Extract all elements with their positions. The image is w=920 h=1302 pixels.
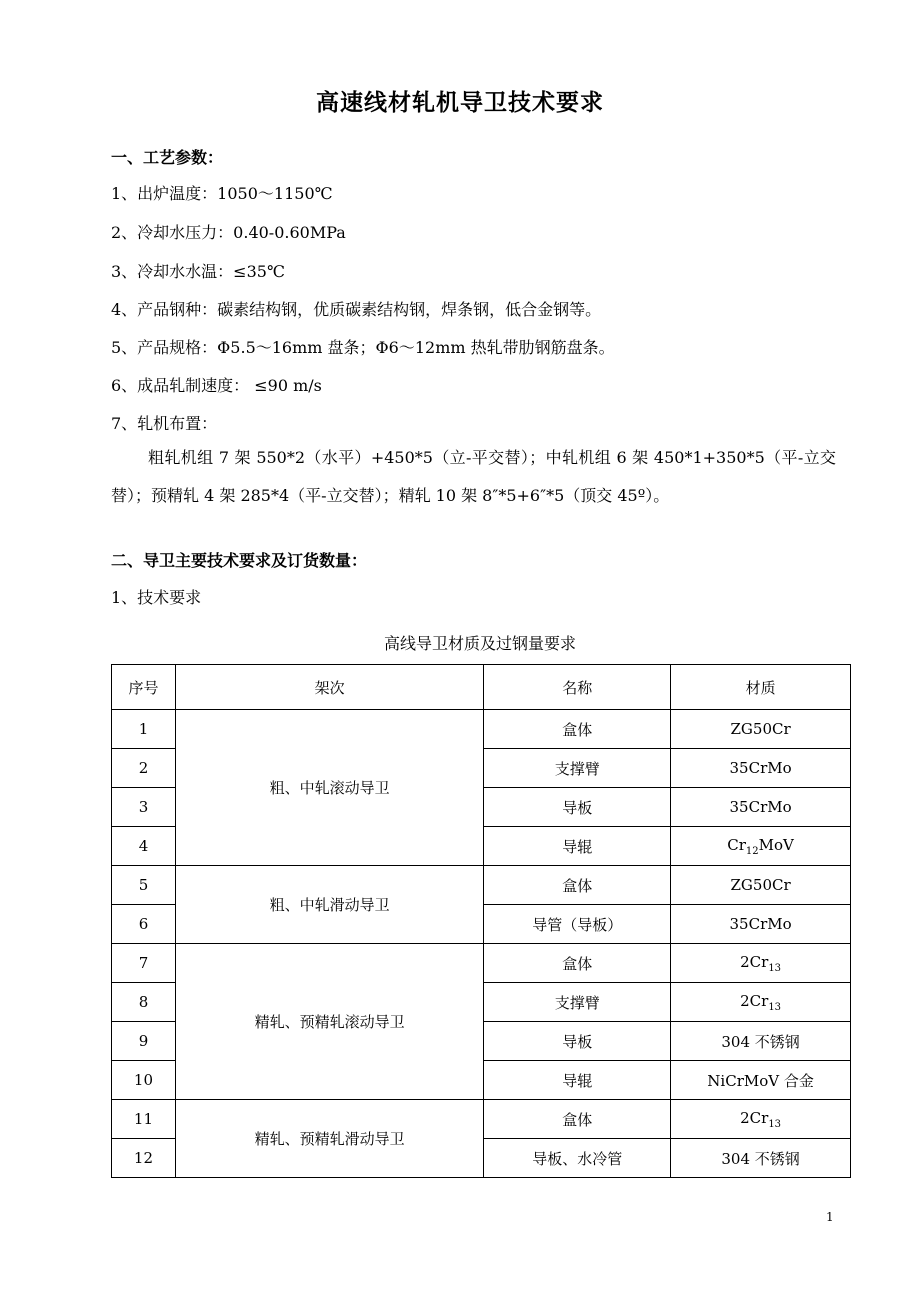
row-no: 12 <box>112 1139 176 1178</box>
row-name: 导板、水冷管 <box>484 1139 671 1178</box>
header-material: 材质 <box>671 665 851 710</box>
row-no: 3 <box>112 788 176 827</box>
row-material: 35CrMo <box>671 749 851 788</box>
row-no: 5 <box>112 866 176 905</box>
material-base: 2Cr <box>740 991 769 1010</box>
row-no: 2 <box>112 749 176 788</box>
material-subscript: 13 <box>768 1118 782 1130</box>
row-material: ZG50Cr <box>671 710 851 749</box>
row-name: 导板 <box>484 1022 671 1061</box>
group-cell: 精轧、预精轧滑动导卫 <box>175 1100 484 1178</box>
row-no: 7 <box>112 944 176 983</box>
material-base: Cr <box>727 835 746 854</box>
page-number: 1 <box>826 1210 834 1224</box>
row-name: 导板 <box>484 788 671 827</box>
param-line-5: 5、产品规格：Φ5.5～16mm 盘条；Φ6～12mm 热轧带肋钢筋盘条。 <box>111 338 615 357</box>
mill-layout-paragraph: 粗轧机组 7 架 550*2（水平）+450*5（立-平交替）；中轧机组 6 架 450*1+350*5（平-立交替）；预精轧 4 架 285*4（平-立交替）；精轧 10 架 8″*5+6″*5（顶交 45º）。 <box>111 448 836 505</box>
material-subscript: 12 <box>745 845 759 857</box>
section2-heading: 二、导卫主要技术要求及订货数量： <box>111 551 368 570</box>
row-material: 35CrMo <box>671 905 851 944</box>
row-name: 盒体 <box>484 944 671 983</box>
param-line-3: 3、冷却水水温：≤35℃ <box>111 262 285 281</box>
table-caption: 高线导卫材质及过钢量要求 <box>383 634 576 653</box>
table-row <box>112 944 851 983</box>
material-base: 2Cr <box>740 952 769 971</box>
material-subscript: 13 <box>768 962 782 974</box>
section2-sub1: 1、技术要求 <box>111 588 202 607</box>
material-base: 2Cr <box>740 1108 769 1127</box>
row-no: 8 <box>112 983 176 1022</box>
header-no: 序号 <box>112 665 176 710</box>
param-line-4: 4、产品钢种：碳素结构钢，优质碳素结构钢，焊条钢，低合金钢等。 <box>111 300 602 319</box>
table-row <box>112 1100 851 1139</box>
row-no: 1 <box>112 710 176 749</box>
row-name: 盒体 <box>484 1100 671 1139</box>
row-material <box>671 827 851 866</box>
header-stand: 架次 <box>175 665 484 710</box>
material-subscript: 13 <box>768 1001 782 1013</box>
header-name: 名称 <box>484 665 671 710</box>
row-name: 导管（导板） <box>484 905 671 944</box>
row-material: ZG50Cr <box>671 866 851 905</box>
param-line-2: 2、冷却水压力：0.40-0.60MPa <box>111 223 346 242</box>
group-cell: 精轧、预精轧滚动导卫 <box>175 944 484 1100</box>
row-material: 35CrMo <box>671 788 851 827</box>
group-cell: 粗、中轧滚动导卫 <box>175 710 484 866</box>
row-no: 10 <box>112 1061 176 1100</box>
document-title: 高速线材轧机导卫技术要求 <box>316 90 604 116</box>
table-row <box>112 866 851 905</box>
row-name: 导辊 <box>484 1061 671 1100</box>
section1-heading: 一、工艺参数： <box>111 148 224 167</box>
row-no: 6 <box>112 905 176 944</box>
material-tail: MoV <box>758 835 794 854</box>
param-line-1: 1、出炉温度：1050～1150℃ <box>111 184 333 203</box>
row-material: NiCrMoV 合金 <box>671 1061 851 1100</box>
row-name: 支撑臂 <box>484 983 671 1022</box>
row-no: 11 <box>112 1100 176 1139</box>
row-no: 4 <box>112 827 176 866</box>
row-material <box>671 983 851 1022</box>
row-name: 盒体 <box>484 710 671 749</box>
row-material: 304 不锈钢 <box>671 1139 851 1178</box>
param-line-7: 7、轧机布置： <box>111 414 218 433</box>
guide-material-table <box>111 664 851 1178</box>
row-name: 盒体 <box>484 866 671 905</box>
table-header-row <box>112 665 851 710</box>
table-row <box>112 710 851 749</box>
row-material: 304 不锈钢 <box>671 1022 851 1061</box>
row-name: 支撑臂 <box>484 749 671 788</box>
param-line-6: 6、成品轧制速度： ≤90 m/s <box>111 376 322 395</box>
row-material <box>671 1100 851 1139</box>
group-cell: 粗、中轧滑动导卫 <box>175 866 484 944</box>
row-no: 9 <box>112 1022 176 1061</box>
row-name: 导辊 <box>484 827 671 866</box>
row-material <box>671 944 851 983</box>
